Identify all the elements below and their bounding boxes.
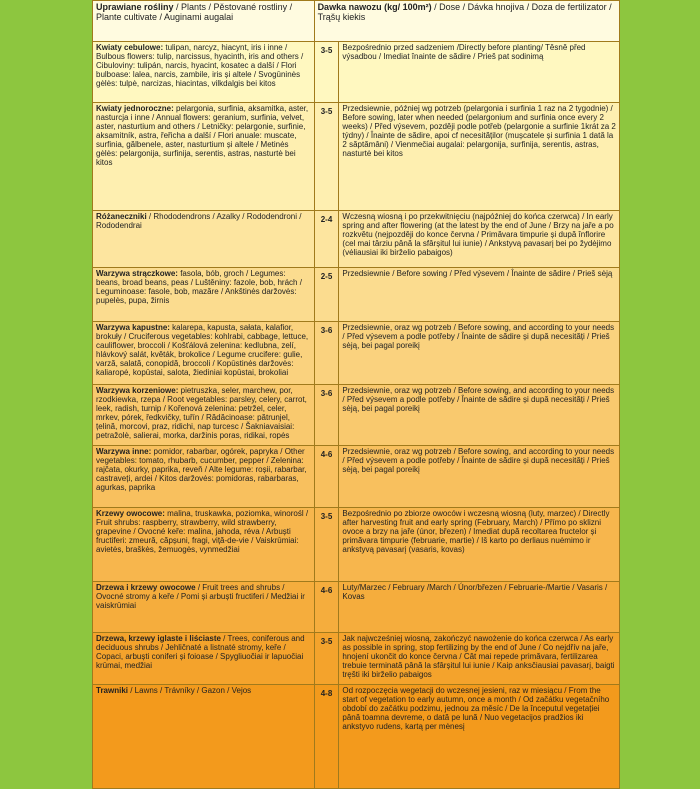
plant-group-title: Warzywa strączkowe: bbox=[96, 269, 178, 278]
dose-value: 4-6 bbox=[314, 582, 339, 633]
dose-value: 2-5 bbox=[314, 268, 339, 322]
dose-value: 3-5 bbox=[314, 508, 339, 582]
plant-cell bbox=[93, 633, 315, 685]
application-timing: Przedsiewnie, oraz wg potrzeb / Before sowing, and according to your needs / Před výsevem a podle potřeby / Înainte de sădire și după necesități / Prieš sėją, bei pagal poreikį bbox=[339, 446, 620, 508]
plant-group-description: tulipan, narcyz, hiacynt, iris i inne / Bulbous flowers: tulip, narcissus, hyacinth, iris and others / Cibuloviny: tulipán, narcis, hyacint, kosatec a další / Flori bulboase: lalea, narcis, zambile, iris și altele / Svogūninės gėlės: tulpė, narcizas, hiacintas, vilkdalgis bei kitos bbox=[96, 43, 304, 88]
plant-cell bbox=[93, 582, 315, 633]
plant-group-description: pelargonia, surfinia, aksamitka, aster, nasturcja i inne / Annual flowers: geranium, surfinia, velvet, aster, nasturtium and others / Letničky: pelargonie, surfinie, aksamitník, astra, řeřicha a další / Flori anuale: muscate, surfinia, gălbenele, aster, nasturtium și altele / Metinės gėlės: pelargonija, surfinija, serentis, astras, nasturtė bei kitos bbox=[96, 104, 309, 167]
plant-group-title: Różaneczniki bbox=[96, 212, 147, 221]
table-row bbox=[93, 103, 620, 211]
table-row bbox=[93, 508, 620, 582]
application-timing: Bezpośrednio po zbiorze owoców i wczesną wiosną (luty, marzec) / Directly after harvesting fruit and early spring (February, March) / Přímo po sklizni ovoce a brzy na jaře (únor, březen) / Imediat după recoltarea fructelor și primăvara timpurie (februarie, martie) / Iš karto po derliaus nuėmimo ir ankstyvą pavasarį (vasaris, kovas) bbox=[339, 508, 620, 582]
application-timing: Jak najwcześniej wiosną, zakończyć nawożenie do końca czerwca / As early as possible in spring, stop fertilizing by the end of June / Co nejdřív na jaře, hnojení ukončit do konce června / Cât mai repede primăvara, fertilizarea trebuie terminată până la sfârșitul lui iunie / Kaip anksčiausiai pavasarį, baigti tręšti iki birželio pabaigos bbox=[339, 633, 620, 685]
plant-group-description: malina, truskawka, poziomka, winorośl / Fruit shrubs: raspberry, strawberry, wild strawberry, grapevine / Ovocné keře: malina, jahoda, réva / Arbuști fructiferi: zmeură, căpșuni, fragi, viță-de-vie / Vaiskrūmiai: avietės, braškės, žemuogės, vynmedžiai bbox=[96, 509, 309, 554]
dose-value: 3-5 bbox=[314, 42, 339, 103]
table-row bbox=[93, 685, 620, 789]
application-timing: Przedsiewnie / Before sowing / Před výsevem / Înainte de sădire / Prieš sėją bbox=[339, 268, 620, 322]
plant-group-title: Drzewa, krzewy iglaste i liściaste bbox=[96, 634, 221, 643]
fertilizer-dosage-table bbox=[92, 0, 620, 789]
plant-group-title: Warzywa korzeniowe: bbox=[96, 386, 179, 395]
application-timing: Bezpośrednio przed sadzeniem /Directly before planting/ Těsně před výsadbou / Imediat înainte de sădire / Prieš pat sodinimą bbox=[339, 42, 620, 103]
plant-group-title: Drzewa i krzewy owocowe bbox=[96, 583, 196, 592]
dose-value: 3-6 bbox=[314, 385, 339, 446]
dose-value: 3-6 bbox=[314, 322, 339, 385]
plant-cell bbox=[93, 446, 315, 508]
application-timing: Od rozpoczęcia wegetacji do wczesnej jesieni, raz w miesiącu / From the start of vegetation to early autumn, once a month / Od začátku vegetačního období do začátku podzimu, jednou za měsíc / De la începutul vegetației până toamna devreme, o dată pe lună / Nuo vegetacijos pradžios iki ankstyvo rudens, kartą per mėnesį bbox=[339, 685, 620, 789]
table-header-row bbox=[93, 1, 620, 42]
application-timing: Wczesną wiosną i po przekwitnięciu (najpóźniej do końca czerwca) / In early spring and after flowering (at the latest by the end of June / Brzy na jaře a po rozkvětu (nejpozději do konce června / Primăvara timpurie și după înflorire (cel mai târziu până la sfârșitul lui iunie) / Ankstyvą pavasarį bei po žydėjimo (vėliausiai iki birželio pabaigos) bbox=[339, 211, 620, 268]
plant-group-title: Krzewy owocowe: bbox=[96, 509, 165, 518]
plant-cell bbox=[93, 685, 315, 789]
plant-group-title: Warzywa inne: bbox=[96, 447, 152, 456]
plant-cell bbox=[93, 211, 315, 268]
header-plants: Uprawiane rośliny / Plants / Pěstované rostliny / Plante cultivate / Auginami augalai bbox=[93, 1, 315, 42]
dose-value: 3-5 bbox=[314, 103, 339, 211]
dose-value: 3-5 bbox=[314, 633, 339, 685]
table-row bbox=[93, 42, 620, 103]
table-row bbox=[93, 446, 620, 508]
plant-cell bbox=[93, 508, 315, 582]
plant-group-description: pietruszka, seler, marchew, por, rzodkiewka, rzepa / Root vegetables: parsley, celery, carrot, leek, radish, turnip / Kořenová zelenina: petržel, celer, mrkev, pórek, ředkvičky, tuřín / Rădăcinoase: pătrunjel, țelină, morcovi, praz, ridichi, nap turcesc / Šakniavaisiai: petražolė, salierai, morka, daržinis poras, ridikai, ropės bbox=[96, 386, 307, 440]
plant-cell bbox=[93, 385, 315, 446]
plant-cell bbox=[93, 268, 315, 322]
plant-group-title: Kwiaty jednoroczne: bbox=[96, 104, 174, 113]
plant-group-title: Trawniki bbox=[96, 686, 129, 695]
plant-group-description: pomidor, rabarbar, ogórek, papryka / Other vegetables: tomato, rhubarb, cucumber, pepper / Zelenina: rajčata, okurky, paprika, reveň / Alte legume: roșii, rabarbar, castraveți, ardei / Kitos daržovės: pomidoras, rabarbaras, agurkas, paprika bbox=[96, 447, 307, 492]
table-row bbox=[93, 385, 620, 446]
plant-cell bbox=[93, 42, 315, 103]
plant-group-description: fasola, bób, groch / Legumes: beans, broad beans, peas / Luštěniny: fazole, bob, hrách / Leguminoase: fasole, bob, mazăre / Ankštinės daržovės: pupelės, pupa, žirnis bbox=[96, 269, 302, 305]
plant-group-title: Kwiaty cebulowe: bbox=[96, 43, 164, 52]
table-row bbox=[93, 211, 620, 268]
plant-group-description: / Trees, coniferous and deciduous shrubs / Jehličnaté a listnaté stromy, keře / Copaci, arbuști coniferi și foioase / Spygliuočiai ir lapuočiai krūmai, medžiai bbox=[96, 634, 305, 670]
plant-group-description: / Fruit trees and shrubs / Ovocné stromy a keře / Pomi și arbuști fructiferi / Medžiai ir vaiskrūmiai bbox=[96, 583, 305, 610]
table-row bbox=[93, 633, 620, 685]
plant-group-description: / Lawns / Trávníky / Gazon / Vejos bbox=[128, 686, 252, 695]
plant-cell bbox=[93, 103, 315, 211]
application-timing: Przedsiewnie, oraz wg potrzeb / Before sowing, and according to your needs / Před výsevem a podle potřeby / Înainte de sădire și după necesități / Prieš sėją, bei pagal poreikį bbox=[339, 322, 620, 385]
table-row bbox=[93, 582, 620, 633]
table-row bbox=[93, 268, 620, 322]
plant-group-description: kalarepa, kapusta, sałata, kalafior, brokuły / Cruciferous vegetables: kohlrabi, cabbage, lettuce, cauliflower, broccoli / Košťálová zelenina: kedlubna, zelí, hlávkový salát, květák, brokolice / Legume crucifere: gulie, varză, salată, conopidă, broccoli / Kopūstinės daržovės: kaliaropė, kopūstai, salota, žiediniai kopūstai, brokoliai bbox=[96, 323, 309, 377]
plant-group-description: / Rhododendrons / Azalky / Rododendroni / Rododendrai bbox=[96, 212, 302, 230]
application-timing: Luty/Marzec / February /March / Únor/březen / Februarie-/Martie / Vasaris / Kovas bbox=[339, 582, 620, 633]
dose-value: 4-8 bbox=[314, 685, 339, 789]
plant-cell bbox=[93, 322, 315, 385]
header-dose: Dawka nawozu (kg/ 100m²) / Dose / Dávka hnojiva / Doza de fertilizator / Trąšų kiekis bbox=[314, 1, 619, 42]
dose-value: 4-6 bbox=[314, 446, 339, 508]
dose-value: 2-4 bbox=[314, 211, 339, 268]
application-timing: Przedsiewnie, oraz wg potrzeb / Before sowing, and according to your needs / Před výsevem a podle potřeby / Înainte de sădire și după necesități / Prieš sėją, bei pagal poreikį bbox=[339, 385, 620, 446]
table-row bbox=[93, 322, 620, 385]
plant-group-title: Warzywa kapustne: bbox=[96, 323, 170, 332]
application-timing: Przedsiewnie, później wg potrzeb (pelargonia i surfinia 1 raz na 2 tygodnie) / Before sowing, later when needed (pelargonium and surfinia once every 2 weeks) / Před výsevem, později podle potřeb (pelargonie a surfinie 1krát za 2 týdny) / Înainte de sădire, apoi cf necesităților (mușcatele și surfinia 1 dată la 2 săptămâni) / Vienmečiai augalai: pelargonija, surfinija, serentis, astras, nasturtė bei kitos bbox=[339, 103, 620, 211]
